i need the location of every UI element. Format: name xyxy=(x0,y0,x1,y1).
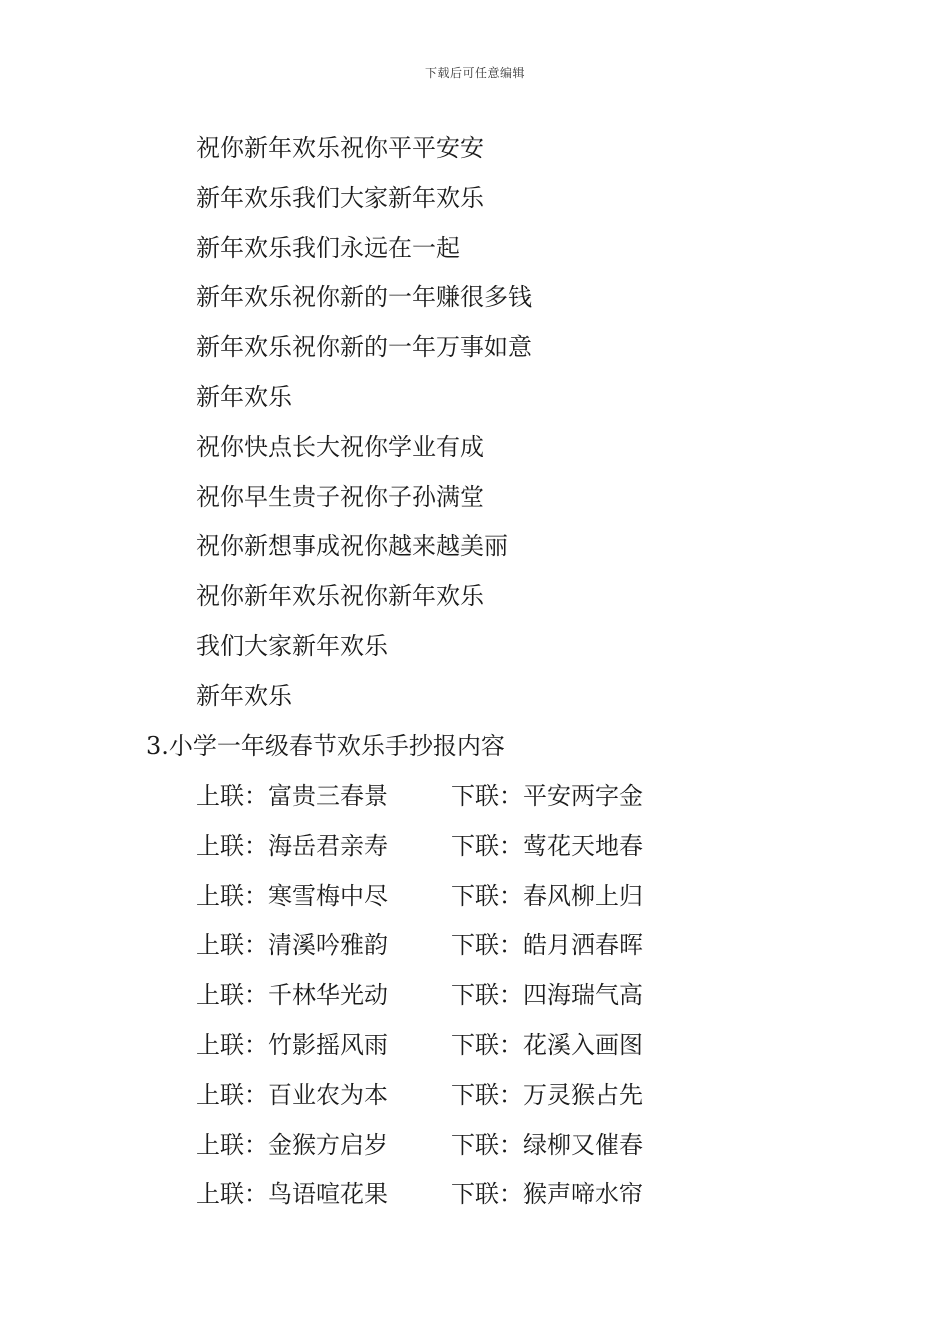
couplet-upper-line: 上联：百业农为本 xyxy=(196,1080,388,1109)
couplet-lower-line: 下联：绿柳又催春 xyxy=(451,1130,643,1159)
new-year-poem xyxy=(196,124,876,722)
couplet-lower-line: 下联：莺花天地春 xyxy=(451,831,643,860)
couplet-lower-line: 下联：春风柳上归 xyxy=(451,881,643,910)
couplet-lower-line: 下联：四海瑞气高 xyxy=(451,981,643,1010)
poem-line: 新年欢乐祝你新的一年赚很多钱 xyxy=(196,283,532,312)
couplet-row xyxy=(196,1021,876,1071)
couplet-row xyxy=(196,822,876,872)
poem-line: 祝你新想事成祝你越来越美丽 xyxy=(196,532,508,561)
page-header-note: 下载后可任意编辑 xyxy=(424,66,525,80)
couplet-upper-line: 上联：海岳君亲寿 xyxy=(196,831,388,860)
poem-line: 我们大家新年欢乐 xyxy=(196,631,388,660)
poem-line: 新年欢乐 xyxy=(196,382,292,411)
couplet-row xyxy=(196,772,876,822)
couplet-row xyxy=(196,1071,876,1121)
couplet-lower-line: 下联：猴声啼水帘 xyxy=(451,1180,643,1209)
couplet-lower-line: 下联：平安两字金 xyxy=(451,782,643,810)
couplet-lower-line: 下联：皓月洒春晖 xyxy=(451,931,643,960)
couplet-lower-line: 下联：万灵猴占先 xyxy=(451,1080,643,1109)
couplet-row xyxy=(196,872,876,922)
poem-line: 祝你快点长大祝你学业有成 xyxy=(196,432,484,461)
couplet-upper-line: 上联：金猴方启岁 xyxy=(196,1130,388,1159)
poem-line: 新年欢乐 xyxy=(196,681,292,710)
section-heading: 3.小学一年级春节欢乐手抄报内容 xyxy=(146,732,505,760)
couplet-upper-line: 上联：千林华光动 xyxy=(196,981,388,1010)
couplet-upper-line: 上联：清溪吟雅韵 xyxy=(196,931,388,960)
couplet-list xyxy=(196,772,876,1220)
poem-line: 新年欢乐我们永远在一起 xyxy=(196,233,460,262)
couplet-row xyxy=(196,1121,876,1171)
couplet-upper-line: 上联：鸟语喧花果 xyxy=(196,1180,388,1209)
poem-line: 新年欢乐祝你新的一年万事如意 xyxy=(196,333,532,362)
couplet-row xyxy=(196,921,876,971)
couplet-lower-line: 下联：花溪入画图 xyxy=(451,1030,643,1059)
poem-line: 新年欢乐我们大家新年欢乐 xyxy=(196,183,484,212)
couplet-row xyxy=(196,971,876,1021)
poem-line: 祝你新年欢乐祝你新年欢乐 xyxy=(196,582,484,611)
couplet-upper-line: 上联：竹影摇风雨 xyxy=(196,1030,388,1059)
poem-line: 祝你新年欢乐祝你平平安安 xyxy=(196,134,484,162)
poem-line: 祝你早生贵子祝你子孙满堂 xyxy=(196,482,484,511)
couplet-upper-line: 上联：富贵三春景 xyxy=(196,782,388,810)
couplet-upper-line: 上联：寒雪梅中尽 xyxy=(196,881,388,910)
couplet-row xyxy=(196,1170,876,1220)
